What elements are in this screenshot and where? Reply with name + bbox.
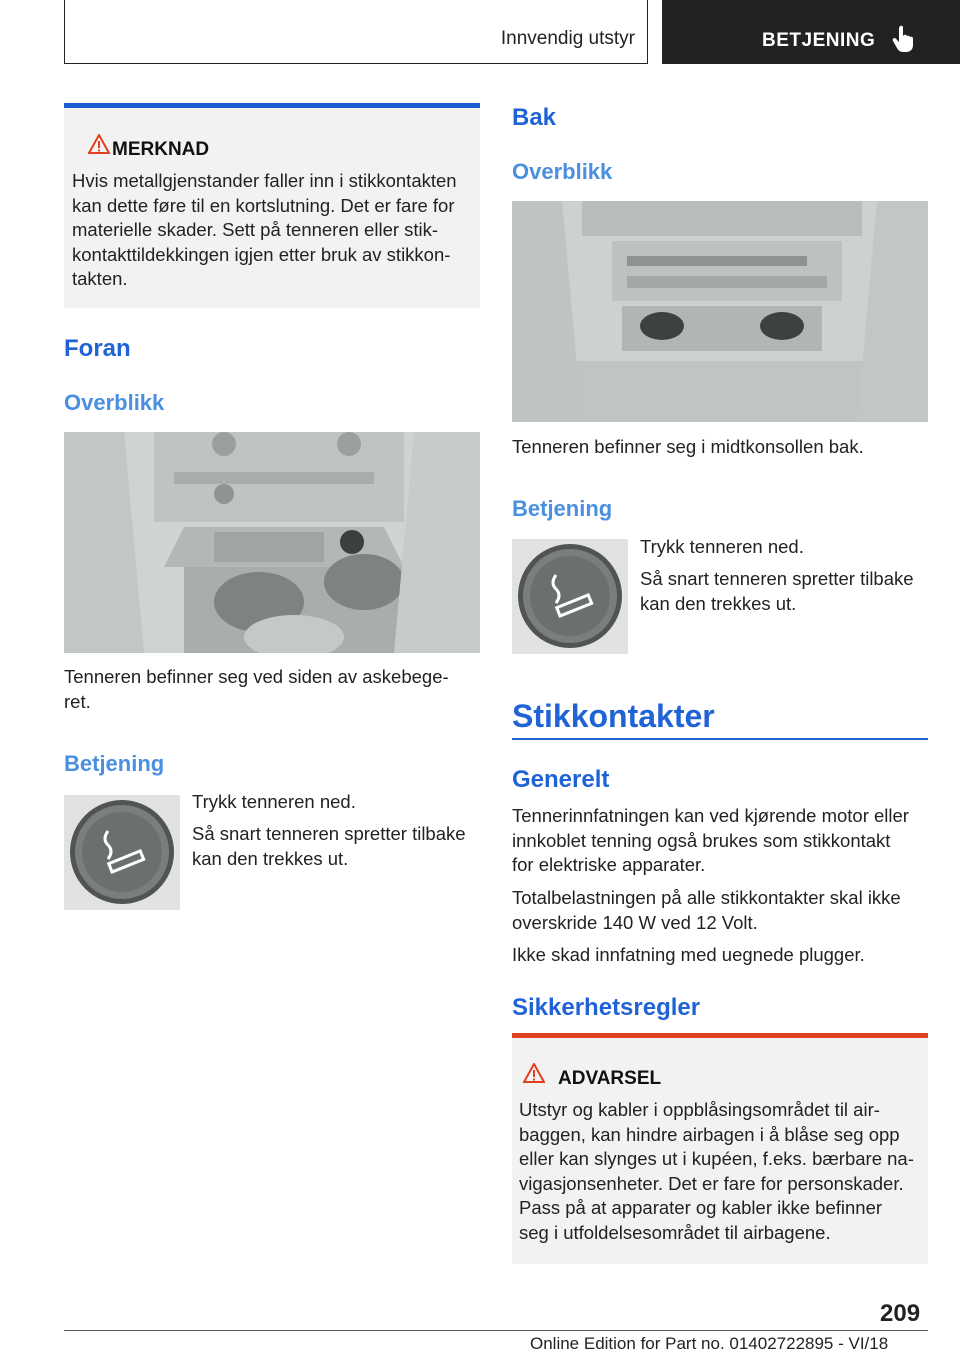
note-box — [64, 103, 480, 308]
front-step1: Trykk tenneren ned. — [192, 791, 356, 812]
step2-line: kan den trekkes ut. — [640, 592, 797, 614]
front-caption — [64, 665, 449, 714]
generelt-p1 — [512, 804, 909, 878]
paragraph-line: for elektriske apparater. — [512, 854, 706, 875]
rear-step1: Trykk tenneren ned. — [640, 536, 804, 557]
caption-line: ret. — [64, 690, 91, 712]
section-rule — [512, 738, 928, 740]
note-title: MERKNAD — [112, 139, 210, 160]
paragraph-line: Tennerinnfatningen kan ved kjørende motor eller — [512, 805, 909, 826]
warning-triangle-icon — [88, 134, 110, 154]
heading-bak: Bak — [512, 104, 557, 131]
paragraph-line: innkoblet tenning også brukes som stikkontakt — [512, 829, 891, 851]
caption-line: Tenneren befinner seg ved siden av askebege- — [64, 666, 449, 687]
hand-pointer-icon — [892, 24, 916, 52]
note-text — [72, 169, 457, 292]
generelt-p3: Ikke skad innfatning med uegnede plugger. — [512, 944, 865, 965]
warning-box — [512, 1033, 928, 1264]
header-section-title: Innvendig utstyr — [500, 28, 635, 49]
note-line: materielle skader. Sett på tenneren eller stik- — [72, 219, 439, 240]
edition-text: Online Edition for Part no. 01402722895 - VI/18 — [530, 1334, 889, 1353]
step2-line: Så snart tenneren spretter tilbake — [192, 823, 466, 844]
note-line: takten. — [72, 268, 128, 289]
heading-stikkontakter: Stikkontakter — [512, 698, 715, 734]
rear-console-image — [512, 201, 928, 422]
warning-triangle-icon — [523, 1063, 545, 1083]
header-section-tab — [64, 0, 648, 64]
rear-caption: Tenneren befinner seg i midtkonsollen bak. — [512, 436, 864, 457]
warning-line: Pass på at apparater og kabler ikke befinner — [519, 1197, 883, 1218]
note-line: kan dette føre til en kortslutning. Det er fare for — [72, 194, 455, 216]
warning-line: baggen, kan hindre airbagen i å blåse seg opp — [519, 1123, 900, 1145]
header-chapter-tab — [662, 0, 960, 64]
generelt-p2 — [512, 886, 901, 935]
subheading-betjening-rear: Betjening — [512, 496, 613, 521]
warning-text — [519, 1098, 914, 1245]
front-step2 — [192, 822, 466, 871]
rear-step2 — [640, 567, 914, 616]
warning-title: ADVARSEL — [558, 1068, 662, 1089]
footer-rule — [64, 1330, 928, 1331]
warning-line: vigasjonsenheter. Det er fare for personskader. — [519, 1172, 904, 1194]
step2-line: kan den trekkes ut. — [192, 847, 349, 869]
heading-sikkerhetsregler: Sikkerhetsregler — [512, 994, 701, 1021]
paragraph-line: overskride 140 W ved 12 Volt. — [512, 911, 758, 933]
lighter-button-image-front — [64, 795, 180, 910]
step2-line: Så snart tenneren spretter tilbake — [640, 568, 914, 589]
note-line: kontakttildekkingen igjen etter bruk av stikkon- — [72, 243, 451, 265]
paragraph-line: Totalbelastningen på alle stikkontakter skal ikke — [512, 887, 901, 908]
subheading-betjening-front: Betjening — [64, 751, 165, 776]
header-chapter-title: BETJENING — [762, 30, 876, 51]
page-number: 209 — [880, 1300, 921, 1327]
heading-foran: Foran — [64, 335, 131, 362]
lighter-button-image-rear — [512, 539, 628, 654]
subheading-overblikk-front: Overblikk — [64, 390, 165, 415]
note-line: Hvis metallgjenstander faller inn i stikkontakten — [72, 170, 457, 191]
warning-line: eller kan slynges ut i kupéen, f.eks. bærbare na- — [519, 1148, 914, 1169]
warning-line: seg i utfoldelsesområdet til airbagene. — [519, 1221, 831, 1243]
subheading-overblikk-rear: Overblikk — [512, 159, 613, 184]
front-console-image — [64, 432, 480, 653]
heading-generelt: Generelt — [512, 766, 610, 793]
warning-line: Utstyr og kabler i oppblåsingsområdet til air- — [519, 1099, 880, 1120]
